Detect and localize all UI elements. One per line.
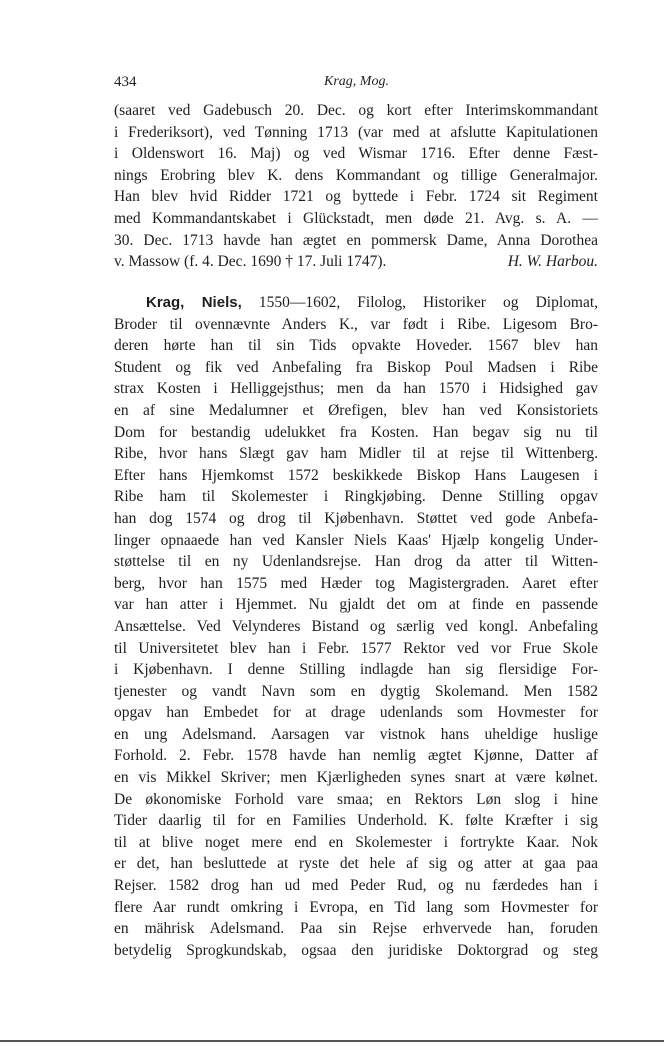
text-line: er det, han besluttede at ryste det hele af sig og atter at gaa paa xyxy=(114,855,598,873)
text-line: Student og fik ved Anbefaling fra Biskop Poul Madsen i Ribe xyxy=(114,358,598,376)
text-line: Broder til ovennævnte Anders K., var født i Ribe. Ligesom Bro- xyxy=(114,315,598,333)
text-line: tjenester og vandt Navn som en dygtig Skolemand. Men 1582 xyxy=(114,682,598,700)
text-line: strax Kosten i Helliggejsthus; men da han 1570 i Hidsighed gav xyxy=(114,380,598,398)
text-line: støttelse til en ny Udenlandsrejse. Han drog da atter til Witten- xyxy=(114,553,598,571)
author-signature: H. W. Harbou. xyxy=(507,253,598,271)
entry-first-line xyxy=(114,292,598,314)
text-line: til Universitetet blev han i Febr. 1577 Rektor ved vor Frue Skole xyxy=(114,639,598,657)
text-line: flere Aar rundt omkring i Evropa, en Tid lang som Hovmester for xyxy=(114,898,598,916)
running-head: Krag, Mog. xyxy=(324,74,389,89)
text-line: deren hørte han til sin Tids opvakte Hoveder. 1567 blev han xyxy=(114,337,598,355)
text-line: opgav han Embedet for at drage udenlands som Hovmester for xyxy=(114,704,598,722)
text-line: Tider daarlig til for en Families Underhold. K. følte Kræfter i sig xyxy=(114,812,598,830)
text-line: betydelig Sprogkundskab, ogsaa den juridiske Doktorgrad og steg xyxy=(114,941,598,959)
text-line: Dom for bestandig udelukket fra Kosten. Han begav sig nu til xyxy=(114,423,598,441)
text-line-content: v. Massow (f. 4. Dec. 1690 † 17. Juli 1747). xyxy=(114,253,387,271)
text-line: i Kjøbenhavn. I denne Stilling indlagde han sig flersidige For- xyxy=(114,661,598,679)
text-line: Forhold. 2. Febr. 1578 havde han nemlig ægtet Kjønne, Datter af xyxy=(114,747,598,765)
text-line: linger opnaaede han ved Kansler Niels Kaas' Hjælp kongelig Under- xyxy=(114,531,598,549)
text-line: i Frederiksort), ved Tønning 1713 (var med at afslutte Kapitulationen xyxy=(114,123,598,141)
text-line: 30. Dec. 1713 havde han ægtet en pommersk Dame, Anna Dorothea xyxy=(114,231,598,249)
entry-headword: Krag, Niels, xyxy=(146,294,242,311)
text-line: en mährisk Adelsmand. Paa sin Rejse erhvervede han, foruden xyxy=(114,920,598,938)
text-line: Rejser. 1582 drog han ud med Peder Rud, og nu færdedes han i xyxy=(114,877,598,895)
text-line: var han atter i Hjemmet. Nu gjaldt det om at finde en passende xyxy=(114,596,598,614)
text-line: en ung Adelsmand. Aarsagen var vistnok hans uheldige huslige xyxy=(114,725,598,743)
text-line: (saaret ved Gadebusch 20. Dec. og kort efter Interimskommandant xyxy=(114,102,598,119)
scan-bottom-edge xyxy=(0,1040,664,1042)
text-line: Ribe, hvor hans Slægt gav ham Midler til at rejse til Wittenberg. xyxy=(114,445,598,463)
text-line: en af sine Medalumner et Ørefigen, blev han ved Konsistoriets xyxy=(114,401,598,419)
page-header xyxy=(114,74,598,96)
text-line: han dog 1574 og drog til Kjøbenhavn. Støttet ved gode Anbefa- xyxy=(114,509,598,527)
text-line-with-signature xyxy=(114,251,598,273)
text-line: med Kommandantskabet i Glückstadt, men døde 21. Avg. s. A. — xyxy=(114,209,598,227)
text-line: De økonomiske Forhold vare smaa; en Rektors Løn slog i hine xyxy=(114,790,598,808)
text-line: en vis Mikkel Skriver; men Kjærligheden synes snart at være kølnet. xyxy=(114,769,598,787)
text-line: Ansættelse. Ved Velynderes Bistand og særlig ved kongl. Anbefaling xyxy=(114,617,598,635)
text-line: Han blev hvid Ridder 1721 og byttede i Febr. 1724 sit Regiment xyxy=(114,188,598,206)
text-line: i Oldenswort 16. Maj) og ved Wismar 1716. Efter denne Fæst- xyxy=(114,145,598,163)
text-line: nings Erobring blev K. dens Kommandant og tillige Generalmajor. xyxy=(114,166,598,184)
text-line: til at blive noget mere end en Skolemester i fortrykte Kaar. Nok xyxy=(114,833,598,851)
previous-entry-text xyxy=(114,100,598,273)
text-line: berg, hvor han 1575 med Hæder tog Magistergraden. Aaret efter xyxy=(114,574,598,592)
entry-first-line-rest: 1550—1602, Filolog, Historiker og Diplomat, xyxy=(241,294,598,311)
text-line: Ribe ham til Skolemester i Ringkjøbing. Denne Stilling opgav xyxy=(114,488,598,506)
entry-text xyxy=(114,292,598,961)
text-line: Efter hans Hjemkomst 1572 beskikkede Biskop Hans Laugesen i xyxy=(114,466,598,484)
page-number: 434 xyxy=(114,74,137,90)
